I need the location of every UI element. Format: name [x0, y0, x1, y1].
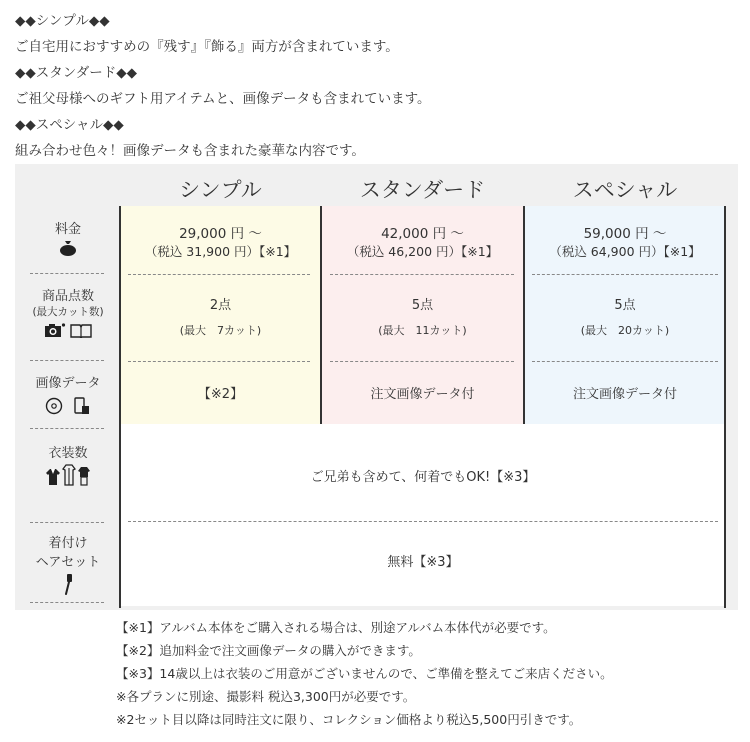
book-icon [70, 322, 92, 338]
disc-icon [45, 397, 63, 415]
row-separator [30, 602, 104, 603]
row-label-price: 料金 [22, 218, 114, 256]
plan-desc-special: 組み合わせ色々！画像データも含まれた豪華な内容です。 [15, 143, 365, 159]
row-label-costume: 衣装数 [22, 442, 114, 486]
divider-left [119, 206, 121, 608]
money-bag-icon [59, 240, 77, 256]
row-separator [30, 522, 104, 523]
plan-desc-simple: ご自宅用におすすめの『残す』『飾る』両方が含まれています。 [15, 39, 399, 55]
column-title-standard: スタンダード [359, 178, 486, 202]
divider-right [724, 206, 726, 608]
camera-icon [44, 322, 66, 338]
kimono-icon [62, 464, 76, 486]
shared-rows-area [121, 424, 725, 606]
row-label-dressing: 着付け ヘアセット [22, 532, 114, 595]
footnote: ※各プランに別途、撮影料 税込3,300円が必要です。 [116, 689, 416, 704]
footnote: 【※2】追加料金で注文画像データの購入ができます。 [116, 643, 421, 658]
row-separator [532, 274, 718, 275]
footnotes [116, 616, 736, 731]
costume-value: ご兄弟も含めて、何着でもOK!【※3】 [310, 470, 536, 485]
plan-heading-standard: ◆◆スタンダード◆◆ [15, 65, 137, 81]
image-data-simple: 【※2】 [197, 387, 244, 402]
dress-icon [77, 466, 91, 486]
image-data-standard: 注文画像データ付 [370, 387, 475, 402]
plan-desc-standard: ご祖父母様へのギフト用アイテムと、画像データも含まれています。 [15, 91, 431, 107]
image-data-special: 注文画像データ付 [572, 387, 677, 402]
comb-icon [63, 573, 73, 595]
plan-heading-special: ◆◆スペシャル◆◆ [15, 117, 124, 133]
footnote: ※2セット目以降は同時注文に限り、コレクション価格より税込5,500円引きです。 [116, 712, 582, 727]
count-standard: 5点 (最大 11カット) [378, 298, 467, 337]
row-separator [30, 428, 104, 429]
row-separator [532, 361, 718, 362]
column-title-special: スペシャル [572, 178, 678, 202]
phone-icon [73, 397, 91, 415]
row-separator [30, 360, 104, 361]
price-simple: 29,000 円 ～ （税込 31,900 円）【※1】 [144, 226, 297, 259]
plan-heading-simple: ◆◆シンプル◆◆ [15, 13, 110, 29]
row-separator [128, 361, 310, 362]
price-special: 59,000 円 ～ （税込 64,900 円）【※1】 [549, 226, 701, 259]
footnote: 【※3】14歳以上は衣装のご用意がございませんので、ご準備を整えてご来店ください。 [116, 666, 613, 681]
footnote: 【※1】アルバム本体をご購入される場合は、別途アルバム本体代が必要です。 [116, 620, 556, 635]
dressing-value: 無料【※3】 [387, 555, 459, 570]
column-title-simple: シンプル [179, 178, 262, 202]
row-separator [330, 274, 514, 275]
kimono-icon [45, 468, 61, 486]
row-separator [128, 274, 310, 275]
intro-section [15, 8, 735, 164]
count-simple: 2点 (最大 7カット) [179, 298, 262, 337]
row-label-image-data: 画像データ [22, 372, 114, 415]
row-separator [128, 521, 718, 522]
row-separator [330, 361, 514, 362]
row-label-count: 商品点数 (最大カット数) [22, 285, 114, 338]
price-standard: 42,000 円 ～ （税込 46,200 円）【※1】 [346, 226, 499, 259]
row-separator [30, 273, 104, 274]
count-special: 5点 (最大 20カット) [580, 298, 670, 337]
